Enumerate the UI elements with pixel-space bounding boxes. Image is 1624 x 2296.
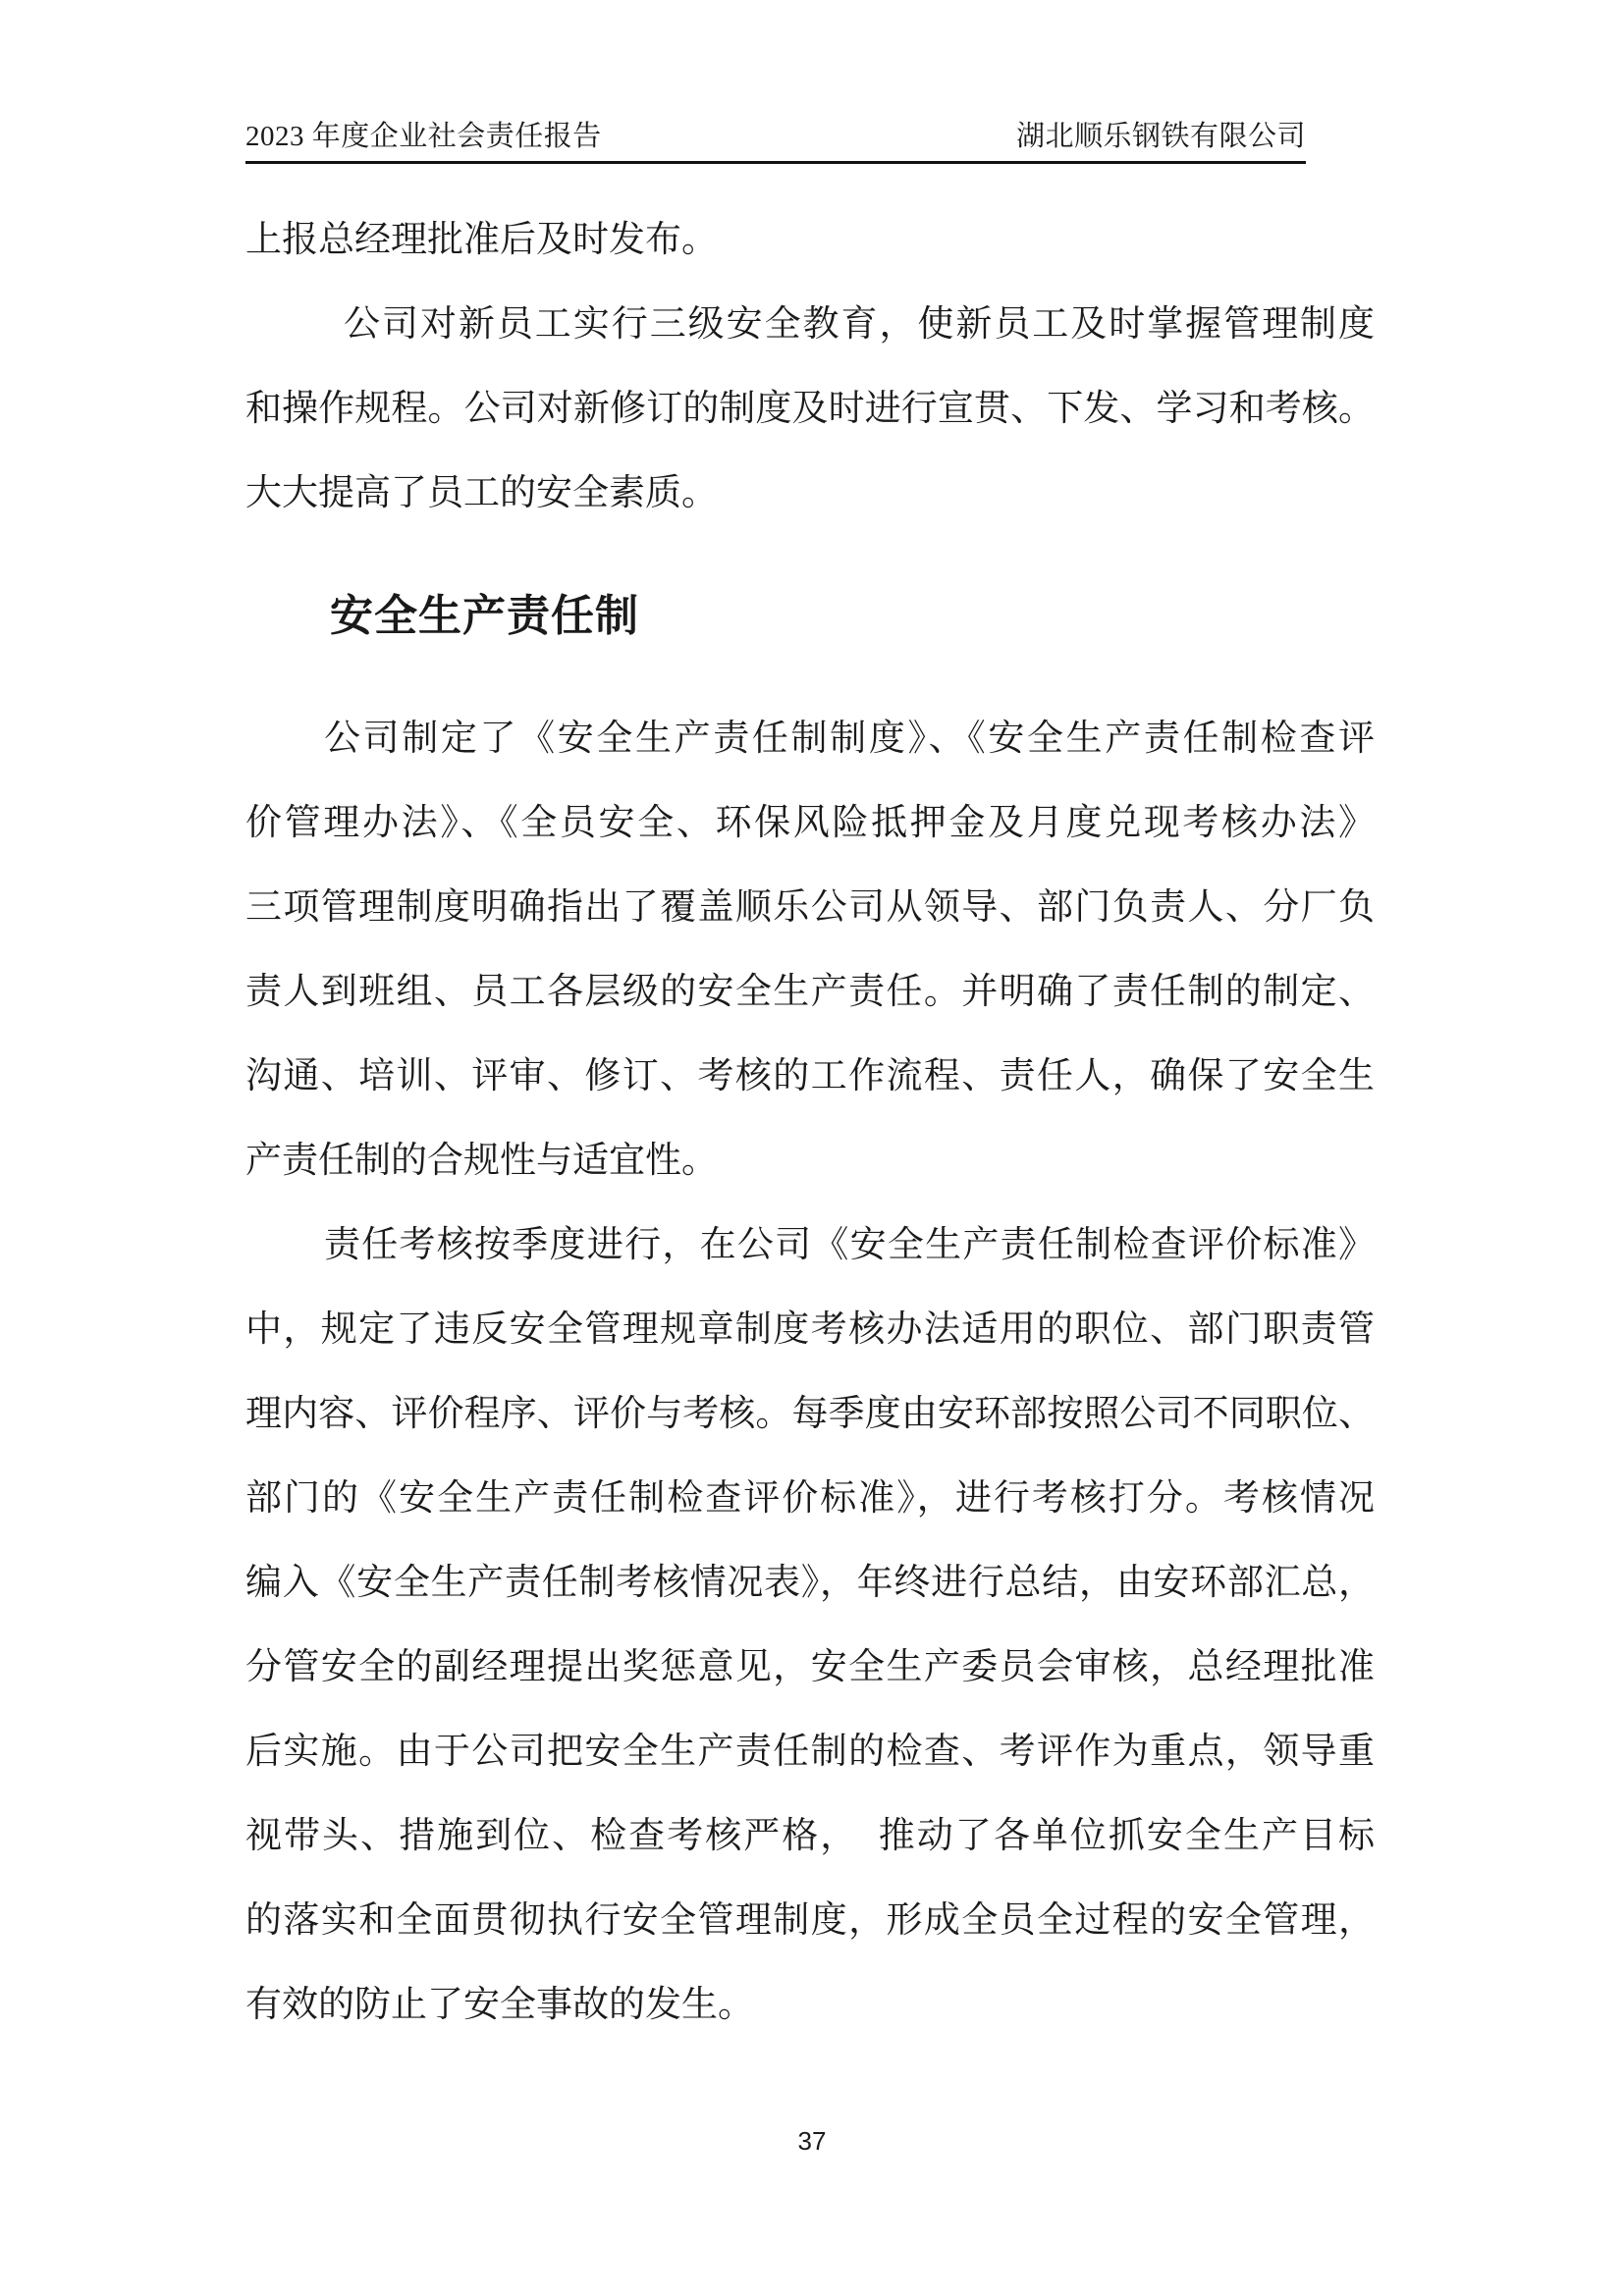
text-line: 公司制定了《安全生产责任制制度》、《安全生产责任制检查评 <box>324 719 1375 759</box>
text-line: 价管理办法》、《全员安全、环保风险抵押金及月度兑现考核办法》 <box>245 803 1375 843</box>
text-line: 部门的《安全生产责任制检查评价标准》，进行考核打分。考核情况 <box>245 1478 1375 1519</box>
text-line: 编入《安全生产责任制考核情况表》，年终进行总结，由安环部汇总， <box>245 1563 1375 1603</box>
text-line: 理内容、评价程序、评价与考核。每季度由安环部按照公司不同职位、 <box>245 1394 1375 1434</box>
text-line: 三项管理制度明确指出了覆盖顺乐公司从领导、部门负责人、分厂负 <box>245 887 1375 928</box>
text-line: 责人到班组、员工各层级的安全生产责任。并明确了责任制的制定、 <box>245 972 1375 1012</box>
section-heading: 安全生产责任制 <box>330 592 639 640</box>
header-report-title: 2023 年度企业社会责任报告 <box>245 121 602 152</box>
text-line: 沟通、培训、评审、修订、考核的工作流程、责任人，确保了安全生 <box>245 1056 1375 1096</box>
text-line: 产责任制的合规性与适宜性。 <box>245 1141 718 1181</box>
text-line: 公司对新员工实行三级安全教育，使新员工及时掌握管理制度 <box>344 304 1375 345</box>
text-line: 大大提高了员工的安全素质。 <box>245 473 718 513</box>
text-line: 的落实和全面贯彻执行安全管理制度，形成全员全过程的安全管理， <box>245 1900 1375 1941</box>
page-header <box>245 114 1306 164</box>
document-body <box>245 198 1375 2048</box>
text-line: 后实施。由于公司把安全生产责任制的检查、考评作为重点，领导重 <box>245 1732 1375 1772</box>
text-line: 中，规定了违反安全管理规章制度考核办法适用的职位、部门职责管 <box>245 1309 1375 1350</box>
text-line: 责任考核按季度进行，在公司《安全生产责任制检查评价标准》 <box>324 1225 1375 1265</box>
text-line: 视带头、措施到位、检查考核严格， 推动了各单位抓安全生产目标 <box>245 1816 1375 1856</box>
text-line: 和操作规程。公司对新修订的制度及时进行宣贯、下发、学习和考核。 <box>245 389 1375 429</box>
header-company-name: 湖北顺乐钢铁有限公司 <box>1015 121 1306 152</box>
text-line: 有效的防止了安全事故的发生。 <box>245 1985 754 2025</box>
text-line: 分管安全的副经理提出奖惩意见，安全生产委员会审核，总经理批准 <box>245 1647 1375 1687</box>
page-number: 37 <box>797 2126 827 2156</box>
text-line: 上报总经理批准后及时发布。 <box>245 220 718 260</box>
